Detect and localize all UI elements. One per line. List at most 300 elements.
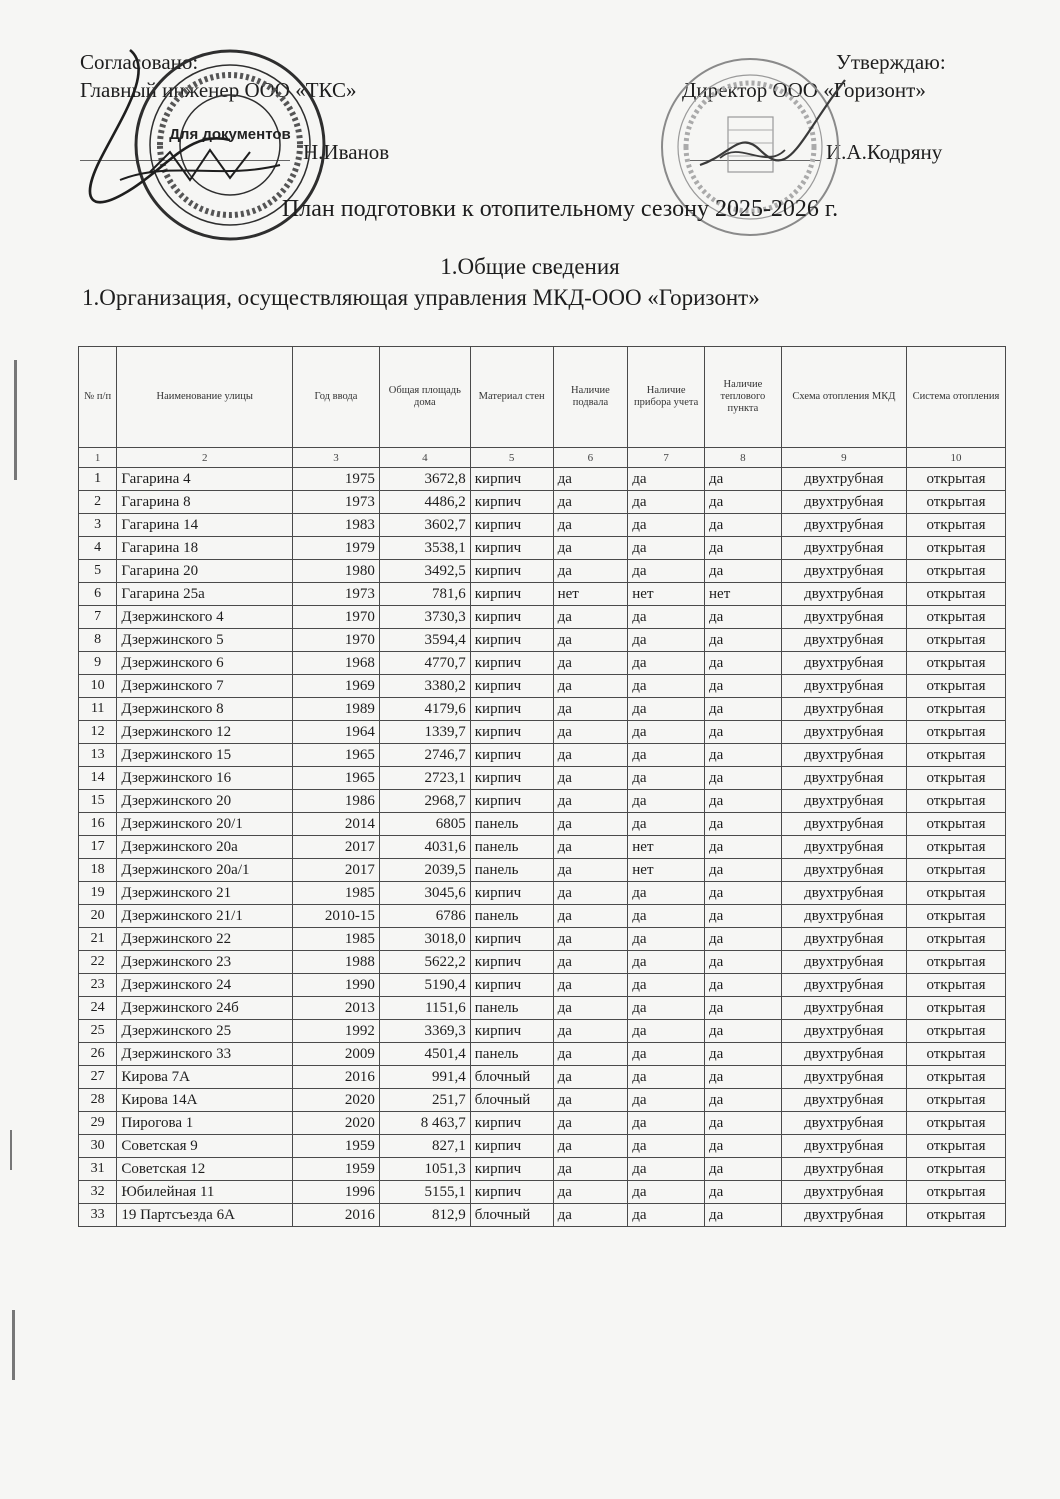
- heating-scheme-cell: двухтрубная: [781, 583, 906, 606]
- commission-year-cell: 1969: [293, 675, 380, 698]
- total-area-cell: 3672,8: [379, 468, 470, 491]
- meter-cell: да: [628, 1135, 705, 1158]
- wall-material-cell: блочный: [470, 1204, 553, 1227]
- total-area-cell: 2723,1: [379, 767, 470, 790]
- heating-system-cell: открытая: [906, 1020, 1005, 1043]
- wall-material-cell: панель: [470, 859, 553, 882]
- street-name-cell: Дзержинского 16: [117, 767, 293, 790]
- row-number-cell: 31: [79, 1158, 117, 1181]
- street-name-cell: Советская 9: [117, 1135, 293, 1158]
- basement-cell: да: [553, 951, 628, 974]
- column-number: 3: [293, 448, 380, 468]
- heat-point-cell: да: [705, 1043, 782, 1066]
- meter-cell: да: [628, 1043, 705, 1066]
- street-name-cell: Дзержинского 7: [117, 675, 293, 698]
- table-row: [79, 468, 1006, 491]
- heat-point-cell: да: [705, 675, 782, 698]
- total-area-cell: 1339,7: [379, 721, 470, 744]
- table-row: [79, 767, 1006, 790]
- column-header: Наличие прибора учета: [628, 347, 705, 448]
- basement-cell: да: [553, 1112, 628, 1135]
- heat-point-cell: да: [705, 1135, 782, 1158]
- wall-material-cell: кирпич: [470, 675, 553, 698]
- total-area-cell: 5622,2: [379, 951, 470, 974]
- basement-cell: да: [553, 1158, 628, 1181]
- basement-cell: да: [553, 1066, 628, 1089]
- total-area-cell: 4179,6: [379, 698, 470, 721]
- wall-material-cell: кирпич: [470, 882, 553, 905]
- heating-system-cell: открытая: [906, 652, 1005, 675]
- row-number-cell: 10: [79, 675, 117, 698]
- basement-cell: да: [553, 928, 628, 951]
- basement-cell: да: [553, 836, 628, 859]
- table-row: [79, 491, 1006, 514]
- heating-scheme-cell: двухтрубная: [781, 813, 906, 836]
- heating-system-cell: открытая: [906, 560, 1005, 583]
- heating-scheme-cell: двухтрубная: [781, 468, 906, 491]
- meter-cell: да: [628, 491, 705, 514]
- commission-year-cell: 1985: [293, 928, 380, 951]
- basement-cell: да: [553, 1135, 628, 1158]
- street-name-cell: Дзержинского 23: [117, 951, 293, 974]
- basement-cell: да: [553, 721, 628, 744]
- total-area-cell: 1051,3: [379, 1158, 470, 1181]
- plan-title: План подготовки к отопительному сезону 2025-2026 г.: [281, 196, 839, 222]
- street-name-cell: Дзержинского 20/1: [117, 813, 293, 836]
- basement-cell: да: [553, 698, 628, 721]
- basement-cell: да: [553, 813, 628, 836]
- total-area-cell: 3380,2: [379, 675, 470, 698]
- heat-point-cell: да: [705, 1158, 782, 1181]
- commission-year-cell: 1964: [293, 721, 380, 744]
- street-name-cell: Дзержинского 20а: [117, 836, 293, 859]
- approve-position: Директор ООО «Горизонт»: [682, 78, 926, 102]
- heat-point-cell: да: [705, 1066, 782, 1089]
- table-header-row: [79, 347, 1006, 448]
- heat-point-cell: да: [705, 836, 782, 859]
- wall-material-cell: кирпич: [470, 1112, 553, 1135]
- heat-point-cell: да: [705, 1181, 782, 1204]
- meter-cell: да: [628, 951, 705, 974]
- basement-cell: да: [553, 974, 628, 997]
- meter-cell: да: [628, 652, 705, 675]
- basement-cell: да: [553, 905, 628, 928]
- basement-cell: да: [553, 997, 628, 1020]
- heating-scheme-cell: двухтрубная: [781, 537, 906, 560]
- row-number-cell: 4: [79, 537, 117, 560]
- heating-system-cell: открытая: [906, 1204, 1005, 1227]
- commission-year-cell: 1965: [293, 744, 380, 767]
- table-row: [79, 1020, 1006, 1043]
- heat-point-cell: да: [705, 928, 782, 951]
- meter-cell: да: [628, 974, 705, 997]
- meter-cell: нет: [628, 859, 705, 882]
- row-number-cell: 17: [79, 836, 117, 859]
- street-name-cell: Дзержинского 4: [117, 606, 293, 629]
- basement-cell: да: [553, 537, 628, 560]
- total-area-cell: 812,9: [379, 1204, 470, 1227]
- row-number-cell: 9: [79, 652, 117, 675]
- table-row: [79, 951, 1006, 974]
- heating-scheme-cell: двухтрубная: [781, 1043, 906, 1066]
- total-area-cell: 3538,1: [379, 537, 470, 560]
- heating-scheme-cell: двухтрубная: [781, 974, 906, 997]
- heating-system-cell: открытая: [906, 1066, 1005, 1089]
- heating-system-cell: открытая: [906, 974, 1005, 997]
- street-name-cell: Гагарина 14: [117, 514, 293, 537]
- commission-year-cell: 1959: [293, 1135, 380, 1158]
- meter-cell: да: [628, 767, 705, 790]
- street-name-cell: 19 Партсъезда 6А: [117, 1204, 293, 1227]
- commission-year-cell: 1959: [293, 1158, 380, 1181]
- wall-material-cell: кирпич: [470, 744, 553, 767]
- heating-system-cell: открытая: [906, 606, 1005, 629]
- row-number-cell: 21: [79, 928, 117, 951]
- wall-material-cell: кирпич: [470, 767, 553, 790]
- table-row: [79, 514, 1006, 537]
- column-header: № п/п: [79, 347, 117, 448]
- wall-material-cell: панель: [470, 836, 553, 859]
- basement-cell: да: [553, 491, 628, 514]
- column-number: 2: [117, 448, 293, 468]
- meter-cell: да: [628, 606, 705, 629]
- seal-label: Для документов: [169, 126, 291, 143]
- column-number: 6: [553, 448, 628, 468]
- heating-system-cell: открытая: [906, 1158, 1005, 1181]
- heat-point-cell: да: [705, 813, 782, 836]
- wall-material-cell: кирпич: [470, 1181, 553, 1204]
- street-name-cell: Дзержинского 5: [117, 629, 293, 652]
- wall-material-cell: кирпич: [470, 1135, 553, 1158]
- heating-system-cell: открытая: [906, 583, 1005, 606]
- heat-point-cell: да: [705, 882, 782, 905]
- heat-point-cell: да: [705, 468, 782, 491]
- basement-cell: да: [553, 882, 628, 905]
- total-area-cell: 4770,7: [379, 652, 470, 675]
- table-row: [79, 1043, 1006, 1066]
- wall-material-cell: кирпич: [470, 698, 553, 721]
- total-area-cell: 3369,3: [379, 1020, 470, 1043]
- heat-point-cell: да: [705, 905, 782, 928]
- total-area-cell: 6805: [379, 813, 470, 836]
- agreed-name: Н.Иванов: [303, 140, 390, 164]
- commission-year-cell: 2010-15: [293, 905, 380, 928]
- table-row: [79, 997, 1006, 1020]
- street-name-cell: Гагарина 4: [117, 468, 293, 491]
- total-area-cell: 6786: [379, 905, 470, 928]
- basement-cell: да: [553, 790, 628, 813]
- table-row: [79, 721, 1006, 744]
- row-number-cell: 12: [79, 721, 117, 744]
- commission-year-cell: 1973: [293, 583, 380, 606]
- row-number-cell: 6: [79, 583, 117, 606]
- commission-year-cell: 1980: [293, 560, 380, 583]
- heating-scheme-cell: двухтрубная: [781, 790, 906, 813]
- row-number-cell: 2: [79, 491, 117, 514]
- meter-cell: да: [628, 1204, 705, 1227]
- row-number-cell: 7: [79, 606, 117, 629]
- street-name-cell: Гагарина 20: [117, 560, 293, 583]
- scan-margin-mark: [12, 1310, 15, 1380]
- total-area-cell: 5190,4: [379, 974, 470, 997]
- heating-system-cell: открытая: [906, 1089, 1005, 1112]
- commission-year-cell: 2016: [293, 1066, 380, 1089]
- total-area-cell: 991,4: [379, 1066, 470, 1089]
- wall-material-cell: кирпич: [470, 951, 553, 974]
- basement-cell: да: [553, 744, 628, 767]
- wall-material-cell: блочный: [470, 1066, 553, 1089]
- meter-cell: да: [628, 744, 705, 767]
- basement-cell: да: [553, 1020, 628, 1043]
- wall-material-cell: кирпич: [470, 790, 553, 813]
- row-number-cell: 14: [79, 767, 117, 790]
- meter-cell: да: [628, 997, 705, 1020]
- street-name-cell: Дзержинского 24: [117, 974, 293, 997]
- total-area-cell: 3602,7: [379, 514, 470, 537]
- commission-year-cell: 1965: [293, 767, 380, 790]
- commission-year-cell: 1996: [293, 1181, 380, 1204]
- meter-cell: да: [628, 882, 705, 905]
- heating-system-cell: открытая: [906, 468, 1005, 491]
- wall-material-cell: кирпич: [470, 606, 553, 629]
- total-area-cell: 5155,1: [379, 1181, 470, 1204]
- approve-name: И.А.Кодряну: [826, 140, 943, 164]
- table-row: [79, 859, 1006, 882]
- commission-year-cell: 1992: [293, 1020, 380, 1043]
- heat-point-cell: да: [705, 560, 782, 583]
- basement-cell: да: [553, 767, 628, 790]
- heating-scheme-cell: двухтрубная: [781, 905, 906, 928]
- basement-cell: да: [553, 560, 628, 583]
- basement-cell: да: [553, 1181, 628, 1204]
- meter-cell: да: [628, 537, 705, 560]
- heating-scheme-cell: двухтрубная: [781, 1066, 906, 1089]
- heat-point-cell: да: [705, 744, 782, 767]
- column-number: 7: [628, 448, 705, 468]
- wall-material-cell: кирпич: [470, 468, 553, 491]
- commission-year-cell: 2009: [293, 1043, 380, 1066]
- heating-scheme-cell: двухтрубная: [781, 1158, 906, 1181]
- heating-scheme-cell: двухтрубная: [781, 1089, 906, 1112]
- approve-label: Утверждаю:: [836, 50, 946, 74]
- table-row: [79, 1066, 1006, 1089]
- basement-cell: да: [553, 1204, 628, 1227]
- heat-point-cell: да: [705, 537, 782, 560]
- table-row: [79, 882, 1006, 905]
- wall-material-cell: кирпич: [470, 514, 553, 537]
- total-area-cell: 4031,6: [379, 836, 470, 859]
- row-number-cell: 11: [79, 698, 117, 721]
- total-area-cell: 3594,4: [379, 629, 470, 652]
- column-header: Общая площадь дома: [379, 347, 470, 448]
- row-number-cell: 5: [79, 560, 117, 583]
- column-number: 4: [379, 448, 470, 468]
- column-number: 10: [906, 448, 1005, 468]
- heating-system-cell: открытая: [906, 997, 1005, 1020]
- heating-system-cell: открытая: [906, 721, 1005, 744]
- row-number-cell: 28: [79, 1089, 117, 1112]
- meter-cell: да: [628, 1181, 705, 1204]
- commission-year-cell: 2017: [293, 859, 380, 882]
- heating-system-cell: открытая: [906, 744, 1005, 767]
- commission-year-cell: 2014: [293, 813, 380, 836]
- section-title: 1.Общие сведения: [440, 254, 620, 279]
- wall-material-cell: кирпич: [470, 560, 553, 583]
- commission-year-cell: 1968: [293, 652, 380, 675]
- buildings-table: [78, 346, 1006, 1227]
- row-number-cell: 8: [79, 629, 117, 652]
- table-row: [79, 675, 1006, 698]
- heating-scheme-cell: двухтрубная: [781, 629, 906, 652]
- meter-cell: да: [628, 928, 705, 951]
- table-row: [79, 1112, 1006, 1135]
- commission-year-cell: 1990: [293, 974, 380, 997]
- heating-system-cell: открытая: [906, 491, 1005, 514]
- heat-point-cell: да: [705, 1204, 782, 1227]
- heat-point-cell: да: [705, 997, 782, 1020]
- wall-material-cell: панель: [470, 813, 553, 836]
- commission-year-cell: 1983: [293, 514, 380, 537]
- table-row: [79, 790, 1006, 813]
- commission-year-cell: 1986: [293, 790, 380, 813]
- heating-system-cell: открытая: [906, 928, 1005, 951]
- commission-year-cell: 2016: [293, 1204, 380, 1227]
- commission-year-cell: 1988: [293, 951, 380, 974]
- street-name-cell: Дзержинского 20а/1: [117, 859, 293, 882]
- table-row: [79, 836, 1006, 859]
- wall-material-cell: панель: [470, 1043, 553, 1066]
- basement-cell: да: [553, 1043, 628, 1066]
- heating-scheme-cell: двухтрубная: [781, 514, 906, 537]
- meter-cell: да: [628, 1089, 705, 1112]
- agreed-signature: [60, 40, 440, 220]
- row-number-cell: 22: [79, 951, 117, 974]
- row-number-cell: 23: [79, 974, 117, 997]
- heating-scheme-cell: двухтрубная: [781, 951, 906, 974]
- heat-point-cell: да: [705, 629, 782, 652]
- wall-material-cell: кирпич: [470, 491, 553, 514]
- street-name-cell: Дзержинского 21/1: [117, 905, 293, 928]
- heating-scheme-cell: двухтрубная: [781, 560, 906, 583]
- table-row: [79, 974, 1006, 997]
- total-area-cell: 251,7: [379, 1089, 470, 1112]
- commission-year-cell: 1970: [293, 629, 380, 652]
- wall-material-cell: кирпич: [470, 928, 553, 951]
- column-number: 9: [781, 448, 906, 468]
- basement-cell: да: [553, 629, 628, 652]
- heat-point-cell: да: [705, 652, 782, 675]
- heating-scheme-cell: двухтрубная: [781, 652, 906, 675]
- total-area-cell: 2968,7: [379, 790, 470, 813]
- wall-material-cell: кирпич: [470, 974, 553, 997]
- heating-system-cell: открытая: [906, 882, 1005, 905]
- basement-cell: да: [553, 652, 628, 675]
- column-number: 1: [79, 448, 117, 468]
- column-header: Год ввода: [293, 347, 380, 448]
- table-row: [79, 1089, 1006, 1112]
- table-row: [79, 583, 1006, 606]
- column-number: 5: [470, 448, 553, 468]
- heat-point-cell: да: [705, 514, 782, 537]
- wall-material-cell: кирпич: [470, 629, 553, 652]
- table-row: [79, 928, 1006, 951]
- row-number-cell: 32: [79, 1181, 117, 1204]
- row-number-cell: 29: [79, 1112, 117, 1135]
- total-area-cell: 3045,6: [379, 882, 470, 905]
- column-header: Материал стен: [470, 347, 553, 448]
- street-name-cell: Дзержинского 8: [117, 698, 293, 721]
- meter-cell: да: [628, 675, 705, 698]
- meter-cell: да: [628, 1020, 705, 1043]
- agreed-position: Главный инженер ООО «ТКС»: [80, 78, 357, 102]
- total-area-cell: 4486,2: [379, 491, 470, 514]
- row-number-cell: 24: [79, 997, 117, 1020]
- street-name-cell: Дзержинского 15: [117, 744, 293, 767]
- heating-scheme-cell: двухтрубная: [781, 698, 906, 721]
- heating-scheme-cell: двухтрубная: [781, 882, 906, 905]
- heat-point-cell: да: [705, 767, 782, 790]
- meter-cell: да: [628, 698, 705, 721]
- heating-system-cell: открытая: [906, 905, 1005, 928]
- street-name-cell: Дзержинского 24б: [117, 997, 293, 1020]
- street-name-cell: Гагарина 18: [117, 537, 293, 560]
- meter-cell: да: [628, 813, 705, 836]
- basement-cell: да: [553, 514, 628, 537]
- table-row: [79, 905, 1006, 928]
- heating-system-cell: открытая: [906, 1135, 1005, 1158]
- street-name-cell: Гагарина 25а: [117, 583, 293, 606]
- basement-cell: нет: [553, 583, 628, 606]
- row-number-cell: 19: [79, 882, 117, 905]
- heat-point-cell: да: [705, 951, 782, 974]
- wall-material-cell: кирпич: [470, 721, 553, 744]
- table-row: [79, 537, 1006, 560]
- meter-cell: нет: [628, 583, 705, 606]
- total-area-cell: 1151,6: [379, 997, 470, 1020]
- heating-system-cell: открытая: [906, 629, 1005, 652]
- commission-year-cell: 2020: [293, 1089, 380, 1112]
- basement-cell: да: [553, 606, 628, 629]
- street-name-cell: Дзержинского 21: [117, 882, 293, 905]
- heating-system-cell: открытая: [906, 698, 1005, 721]
- heating-scheme-cell: двухтрубная: [781, 491, 906, 514]
- row-number-cell: 20: [79, 905, 117, 928]
- total-area-cell: 2039,5: [379, 859, 470, 882]
- heating-system-cell: открытая: [906, 1112, 1005, 1135]
- table-row: [79, 1181, 1006, 1204]
- heating-system-cell: открытая: [906, 1043, 1005, 1066]
- column-header: Система отопления: [906, 347, 1005, 448]
- table-row: [79, 652, 1006, 675]
- street-name-cell: Дзержинского 25: [117, 1020, 293, 1043]
- row-number-cell: 27: [79, 1066, 117, 1089]
- heat-point-cell: да: [705, 491, 782, 514]
- heating-scheme-cell: двухтрубная: [781, 767, 906, 790]
- heating-system-cell: открытая: [906, 790, 1005, 813]
- heating-system-cell: открытая: [906, 537, 1005, 560]
- wall-material-cell: кирпич: [470, 652, 553, 675]
- total-area-cell: 781,6: [379, 583, 470, 606]
- heating-scheme-cell: двухтрубная: [781, 606, 906, 629]
- heat-point-cell: нет: [705, 583, 782, 606]
- wall-material-cell: кирпич: [470, 537, 553, 560]
- table-body: [79, 448, 1006, 1227]
- approve-signature: [690, 70, 850, 180]
- scan-margin-mark: [10, 1130, 12, 1170]
- heat-point-cell: да: [705, 790, 782, 813]
- heating-system-cell: открытая: [906, 675, 1005, 698]
- heating-scheme-cell: двухтрубная: [781, 1020, 906, 1043]
